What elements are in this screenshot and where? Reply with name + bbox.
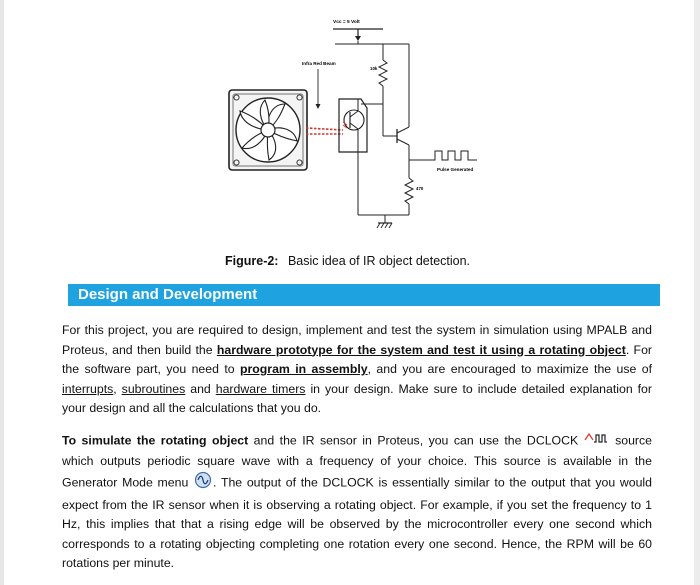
document-page xyxy=(10,0,690,585)
pulse-waveform xyxy=(427,151,477,160)
resistor-10k xyxy=(379,60,387,86)
ir-sensor-module xyxy=(339,99,367,152)
hardware-timers-link: hardware timers xyxy=(215,381,306,396)
caption-label: Figure-2: xyxy=(225,254,279,268)
right-edge-shadow xyxy=(694,0,700,585)
hardware-prototype-link: hardware prototype for the system and test it using a rotating object xyxy=(216,342,626,357)
figure-caption xyxy=(225,254,470,268)
section-title: Design and Development xyxy=(78,286,258,303)
pulse-label: Pulse Generated xyxy=(437,167,474,172)
ir-beam-lines xyxy=(306,128,343,134)
vcc-label: Vcc = 5 Volt xyxy=(333,20,360,25)
program-assembly-link: program in assembly xyxy=(239,362,368,376)
simulate-rotating-object: To simulate the rotating object xyxy=(62,433,249,448)
subroutines-link: subroutines xyxy=(121,381,186,396)
ir-beam-label: Infra Red Beam xyxy=(302,61,336,66)
supply-arrow xyxy=(355,36,361,41)
resistor-470 xyxy=(405,178,413,204)
ground-icon xyxy=(377,215,392,228)
paragraph-requirements: For this project, you are required to design, implement and test the system in simulation using MPALB and Proteus, and then build the hardware prototype for the system and test it using a rotating object. For the software part, you need to program in assembly, and you are encouraged to maximize the use of interrupts, subroutines and hardware timers in your design. Make sure to include detailed explanation for your design and all the calculations that you do. xyxy=(62,323,653,415)
output-transistor xyxy=(383,44,409,160)
ir-detection-figure xyxy=(205,8,505,248)
section-heading-bar xyxy=(68,284,660,306)
generator-mode-icon xyxy=(193,471,213,496)
resistor-bottom-label: 470 xyxy=(416,186,424,191)
ir-circuit-diagram xyxy=(205,8,505,248)
caption-text: Basic idea of IR object detection. xyxy=(287,254,471,268)
interrupts-link: interrupts xyxy=(62,381,114,396)
square-wave-icon xyxy=(584,431,610,452)
left-edge-shadow xyxy=(0,0,4,585)
paragraph-simulation: To simulate the rotating object and the IR sensor in Proteus, you can use the DCLOCK source which outputs periodic square wave with a frequency of your choice. This source is available in the Generator Mode menu . The output of the DCLOCK is essentially similar to the output that you would expect from the IR sensor when it is observing a rotating object. For example, if you set the frequency to 1 Hz, this implies that that a rising edge will be observed by the microcontroller every one second which corresponds to a rotating objecting completing one rotation every one second. Hence, the RPM will be 60 rotations per minute. xyxy=(62,431,652,574)
resistor-top-label: 10k xyxy=(370,66,378,71)
fan-icon xyxy=(229,90,307,170)
